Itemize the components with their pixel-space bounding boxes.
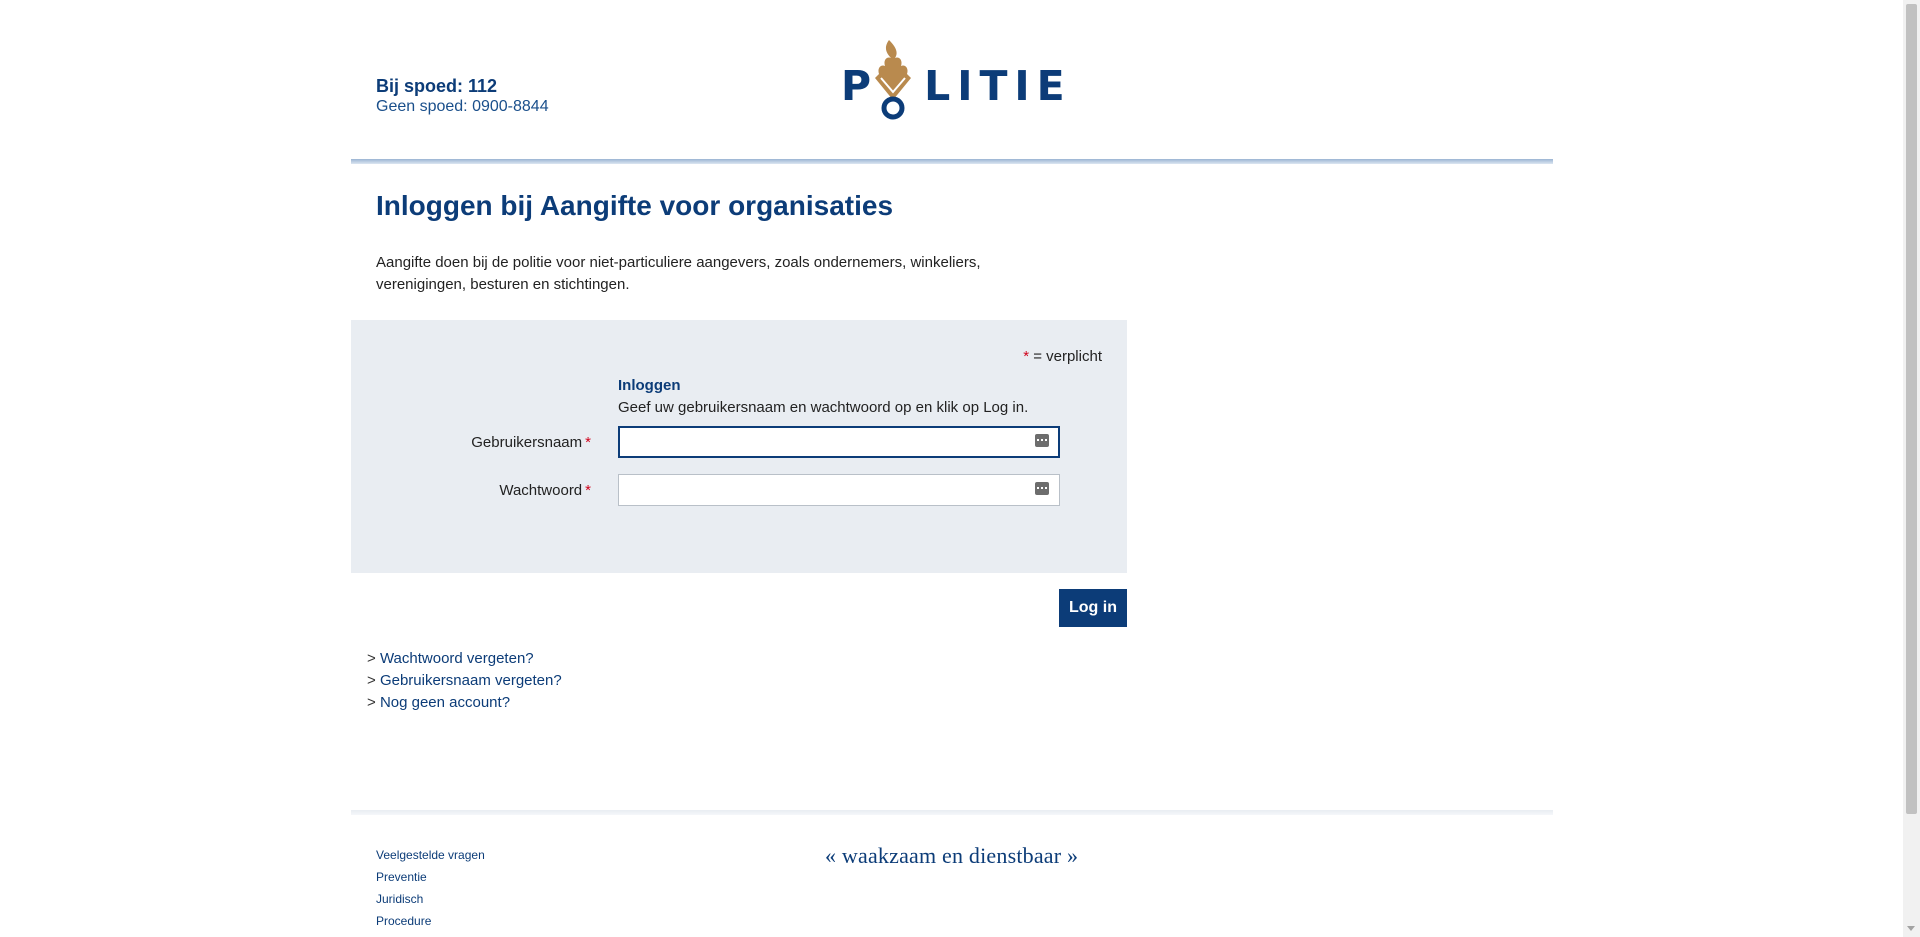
form-heading: Inloggen — [618, 377, 681, 394]
scroll-down-arrow-icon[interactable] — [1907, 926, 1915, 931]
footer-link-procedure[interactable]: Procedure — [376, 914, 432, 928]
required-note-text: = verplicht — [1033, 348, 1102, 365]
required-star: * — [1023, 348, 1030, 365]
footer-link-faq[interactable]: Veelgestelde vragen — [376, 848, 485, 862]
forgot-password-link[interactable]: Wachtwoord vergeten? — [379, 650, 534, 667]
login-button[interactable]: Log in — [1059, 589, 1127, 627]
password-label-text: Wachtwoord — [499, 482, 583, 499]
forgot-username-link[interactable]: Gebruikersnaam vergeten? — [379, 672, 562, 689]
scrollbar-thumb[interactable] — [1906, 4, 1917, 814]
list-item — [367, 648, 562, 670]
footer-slogan: « waakzaam en dienstbaar » — [825, 843, 1079, 868]
footer-links — [376, 844, 485, 932]
logo-wordmark: P LITIE — [841, 62, 1072, 110]
intro-text: Aangifte doen bij de politie voor niet-particuliere aangevers, zoals ondernemers, winkeliers, verenigingen, besturen en stichtingen. — [376, 254, 981, 293]
password-manager-key-icon[interactable] — [1035, 482, 1049, 495]
required-star: * — [585, 434, 591, 451]
vertical-scrollbar[interactable] — [1903, 0, 1920, 937]
help-links — [367, 648, 562, 714]
required-star: * — [585, 482, 591, 499]
login-form-panel — [351, 320, 1127, 573]
password-label — [351, 482, 591, 499]
form-instruction: Geef uw gebruikersnaam en wachtwoord op en klik op Log in. — [618, 399, 1029, 416]
page-title: Inloggen bij Aangifte voor organisaties — [376, 190, 894, 221]
username-input[interactable] — [625, 428, 1029, 458]
emergency-number: Bij spoed: 112 — [376, 76, 498, 96]
register-account-link[interactable]: Nog geen account? — [379, 694, 511, 711]
password-manager-key-icon[interactable] — [1035, 434, 1049, 447]
page — [351, 0, 1553, 937]
footer-divider — [351, 810, 1553, 815]
link-prefix: > — [367, 672, 376, 689]
username-label — [351, 434, 591, 451]
required-legend — [1023, 348, 1102, 365]
list-item — [367, 670, 562, 692]
link-prefix: > — [367, 694, 376, 711]
list-item — [367, 692, 562, 714]
emergency-contact — [376, 76, 549, 117]
header-divider — [351, 159, 1553, 164]
password-field-wrapper — [618, 474, 1060, 506]
non-emergency-number: Geen spoed: 0900-8844 — [376, 98, 549, 115]
username-field-wrapper — [618, 426, 1060, 458]
politie-logo[interactable] — [841, 38, 1071, 124]
link-prefix: > — [367, 650, 376, 667]
username-label-text: Gebruikersnaam — [471, 434, 583, 451]
footer-link-legal[interactable]: Juridisch — [376, 892, 424, 906]
password-input[interactable] — [625, 476, 1029, 506]
footer-link-prevention[interactable]: Preventie — [376, 870, 427, 884]
